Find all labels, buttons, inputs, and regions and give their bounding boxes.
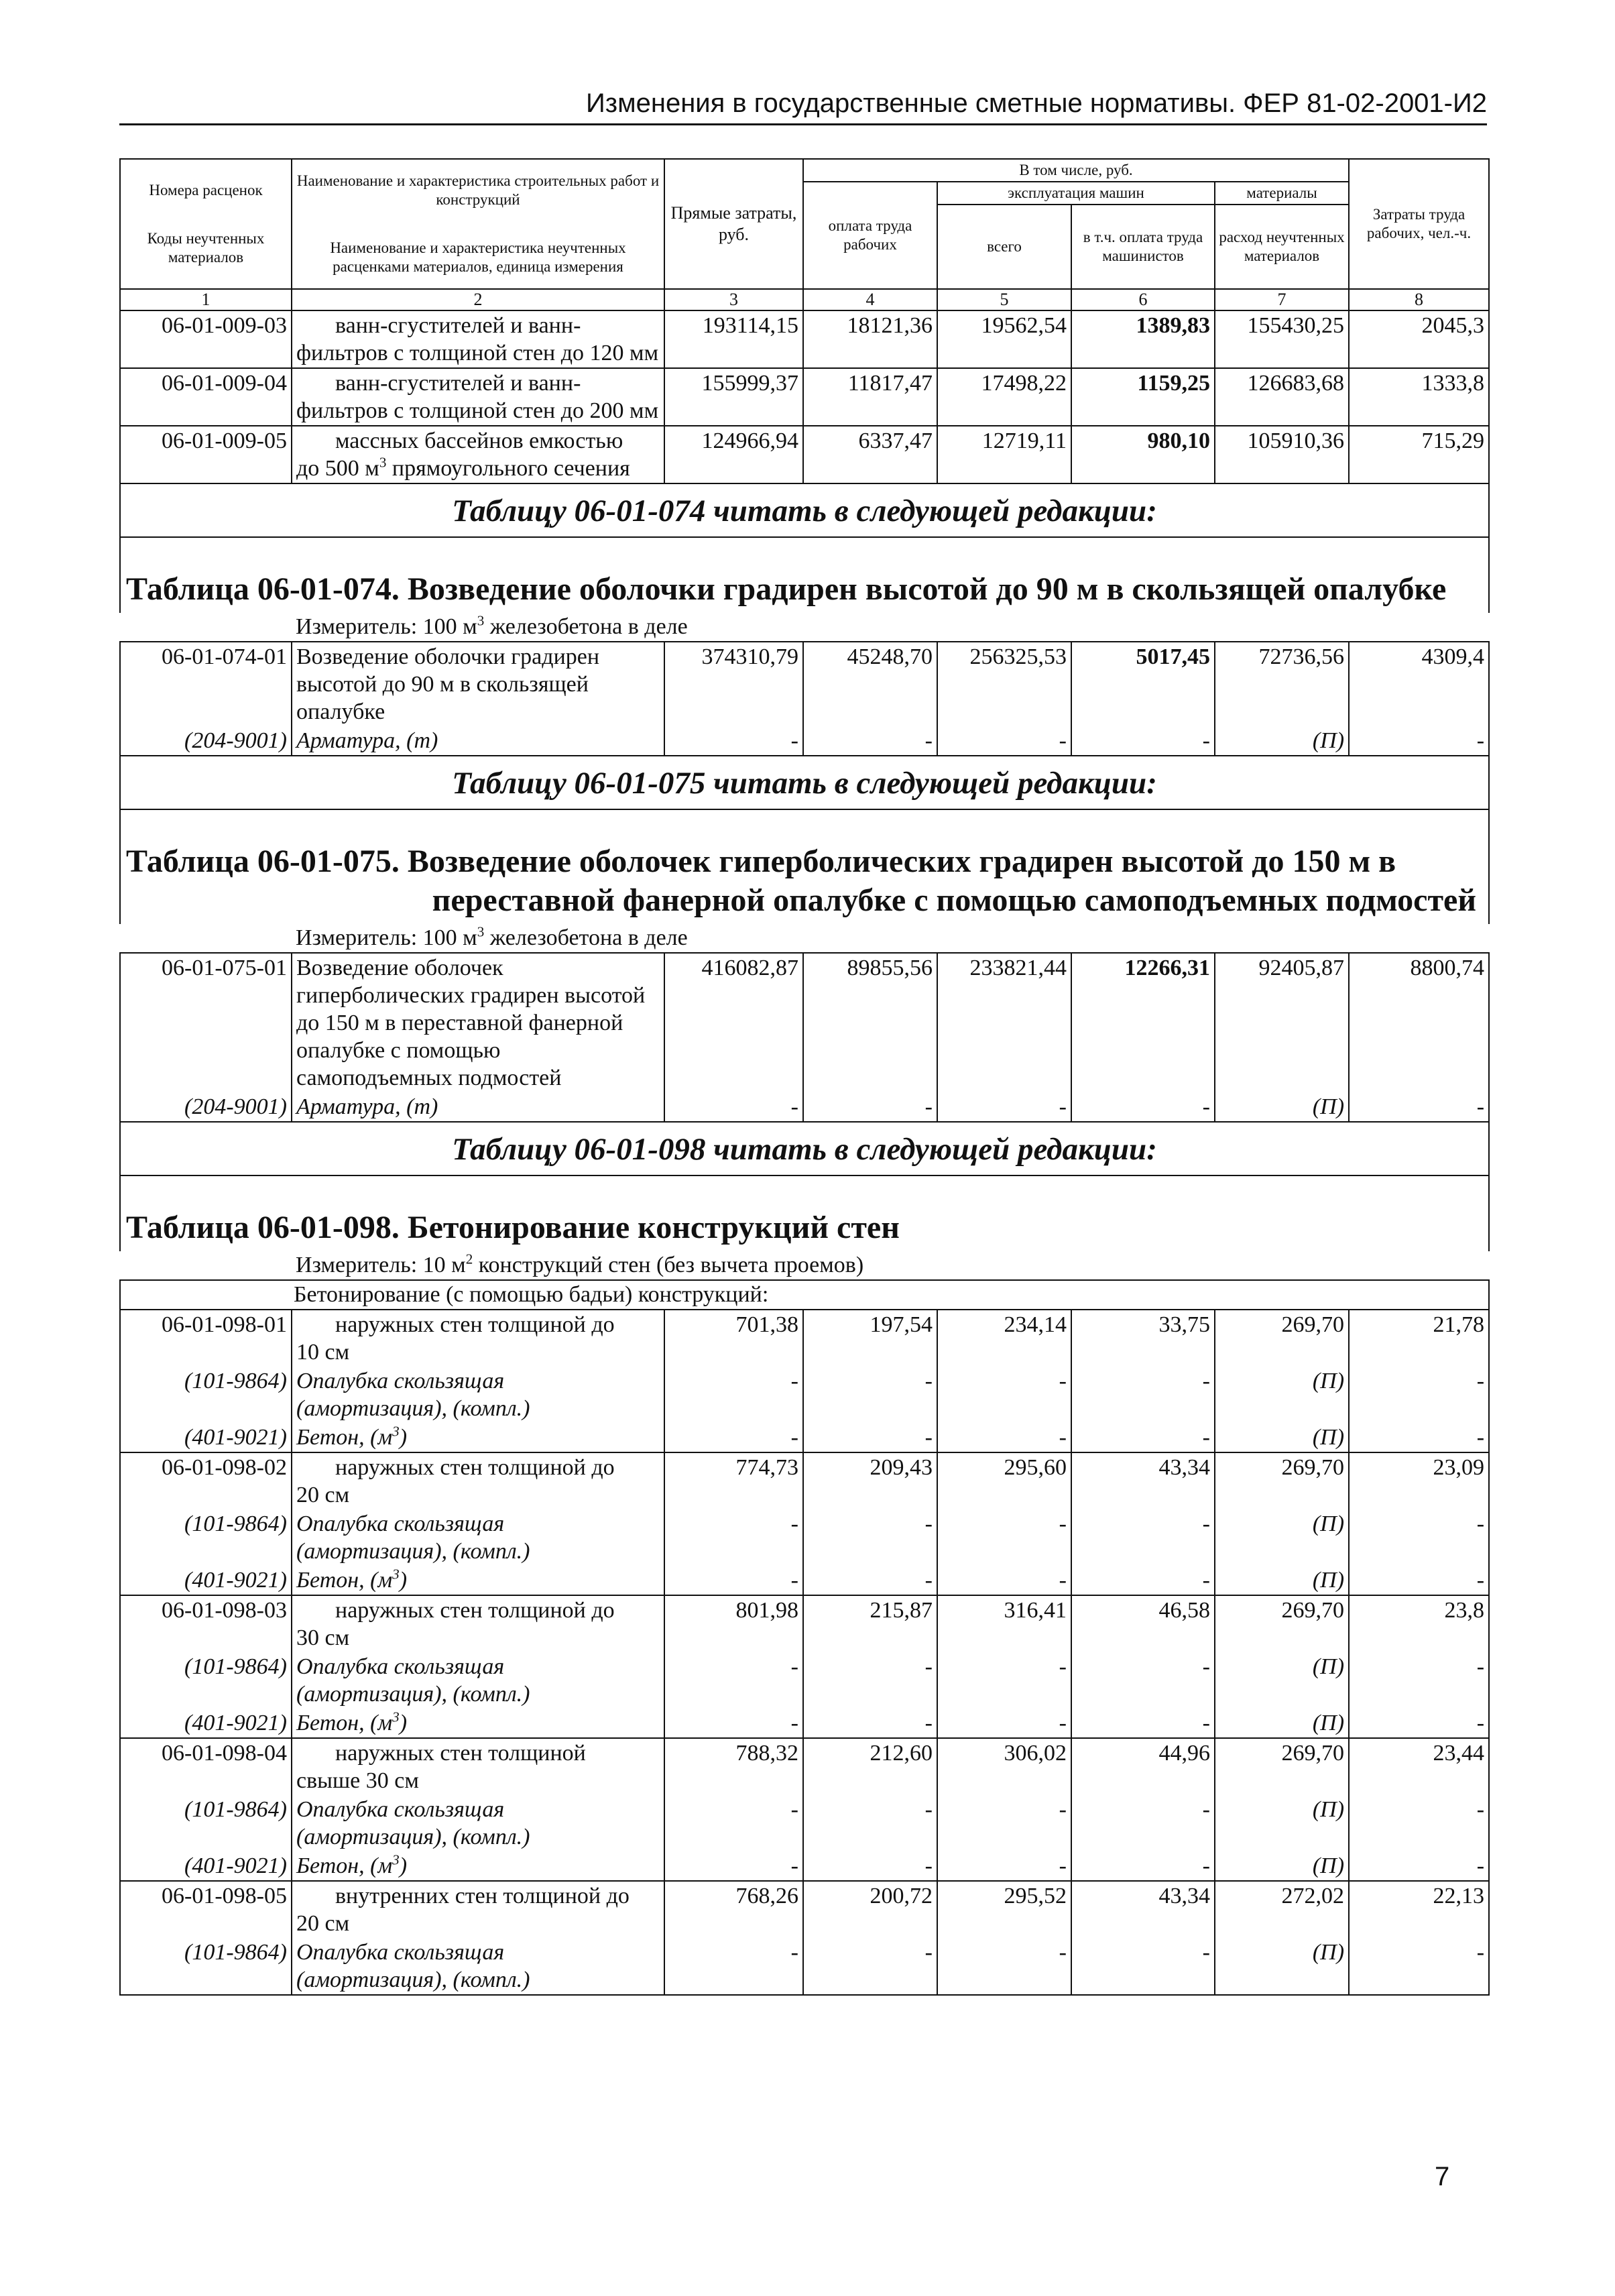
cell-dash: -	[803, 1092, 937, 1122]
cell-p: (П)	[1215, 1423, 1349, 1452]
material-code: (101-9864)	[120, 1367, 292, 1423]
material-row	[120, 1566, 1489, 1595]
materials: 72736,56	[1215, 642, 1349, 726]
machines-total: 12719,11	[937, 426, 1071, 483]
cell-dash: -	[1071, 1092, 1215, 1122]
rate-code: 06-01-009-05	[120, 426, 292, 483]
rate-code: 06-01-098-03	[120, 1595, 292, 1652]
cell-dash: -	[937, 1851, 1071, 1881]
machinists-pay: 12266,31	[1071, 953, 1215, 1092]
rate-code: 06-01-075-01	[120, 953, 292, 1092]
cell-dash: -	[937, 1092, 1071, 1122]
labor-pay: 45248,70	[803, 642, 937, 726]
labor-pay: 89855,56	[803, 953, 937, 1092]
table-row	[120, 1452, 1489, 1509]
machines-total: 306,02	[937, 1738, 1071, 1795]
labor-hours: 4309,4	[1349, 642, 1489, 726]
labor-hours: 23,44	[1349, 1738, 1489, 1795]
cell-p: (П)	[1215, 1938, 1349, 1995]
table-row	[120, 1881, 1489, 1938]
labor-hours: 23,8	[1349, 1595, 1489, 1652]
materials: 272,02	[1215, 1881, 1349, 1938]
material-code: (101-9864)	[120, 1509, 292, 1566]
cell-dash: -	[1071, 1566, 1215, 1595]
cell-p: (П)	[1215, 1367, 1349, 1423]
material-row	[120, 1367, 1489, 1423]
rate-name: ванн-сгустителей и ванн- фильтров с толщиной стен до 120 мм	[292, 310, 664, 368]
cell-dash: -	[1071, 1851, 1215, 1881]
cell-dash: -	[803, 726, 937, 756]
cell-dash: -	[803, 1938, 937, 1995]
rate-name: наружных стен толщиной свыше 30 см	[292, 1738, 664, 1795]
page-header: Изменения в государственные сметные нормативы. ФЕР 81-02-2001-И2	[119, 86, 1487, 125]
labor-hours: 1333,8	[1349, 368, 1489, 426]
cell-dash: -	[1349, 1509, 1489, 1566]
table-title: Таблица 06-01-098. Бетонирование конструкций стен	[120, 1175, 1489, 1251]
cell-dash: -	[664, 1795, 803, 1851]
rate-name: наружных стен толщиной до 30 см	[292, 1595, 664, 1652]
material-row	[120, 1709, 1489, 1738]
cell-dash: -	[1349, 1709, 1489, 1738]
cell-dash: -	[664, 1652, 803, 1709]
cell-dash: -	[1071, 1367, 1215, 1423]
table-row	[120, 1738, 1489, 1795]
machinists-pay: 1159,25	[1071, 368, 1215, 426]
materials: 105910,36	[1215, 426, 1349, 483]
measure-unit: Измеритель: 10 $м^2$ конструкций стен (без вычета проемов)	[120, 1251, 1489, 1280]
cell-p: (П)	[1215, 1795, 1349, 1851]
materials: 126683,68	[1215, 368, 1349, 426]
labor-pay: 18121,36	[803, 310, 937, 368]
material-name: Бетон, $(м^3)$	[292, 1423, 664, 1452]
material-name: Бетон, $(м^3)$	[292, 1566, 664, 1595]
cell-dash: -	[664, 1938, 803, 1995]
cell-dash: -	[937, 1795, 1071, 1851]
rate-name: Возведение оболочек гиперболических градирен высотой до 150 м в переставной фанерной опалубке с помощью самоподъемных подмостей	[292, 953, 664, 1092]
machines-total: 234,14	[937, 1310, 1071, 1367]
materials: 269,70	[1215, 1738, 1349, 1795]
direct-cost: 193114,15	[664, 310, 803, 368]
cell-dash: -	[664, 1367, 803, 1423]
labor-pay: 6337,47	[803, 426, 937, 483]
material-code: (204-9001)	[120, 1092, 292, 1122]
cell-p: (П)	[1215, 1509, 1349, 1566]
labor-pay: 11817,47	[803, 368, 937, 426]
material-name: Бетон, $(м^3)$	[292, 1851, 664, 1881]
labor-pay: 197,54	[803, 1310, 937, 1367]
material-name: Опалубка скользящая (амортизация), (компл.)	[292, 1938, 664, 1995]
col-head-6: в т.ч. оплата труда машинистов	[1071, 205, 1215, 289]
cell-dash: -	[1349, 1423, 1489, 1452]
col-num: 4	[803, 289, 937, 310]
col-head-8: Затраты труда рабочих, чел.-ч.	[1349, 159, 1489, 289]
cell-dash: -	[1071, 1938, 1215, 1995]
cell-dash: -	[1071, 726, 1215, 756]
material-code: (204-9001)	[120, 726, 292, 756]
material-name: Опалубка скользящая (амортизация), (компл.)	[292, 1367, 664, 1423]
direct-cost: 801,98	[664, 1595, 803, 1652]
direct-cost: 774,73	[664, 1452, 803, 1509]
labor-pay: 200,72	[803, 1881, 937, 1938]
cell-dash: -	[937, 726, 1071, 756]
machines-total: 295,60	[937, 1452, 1071, 1509]
cell-dash: -	[664, 1851, 803, 1881]
rate-name: внутренних стен толщиной до 20 см	[292, 1881, 664, 1938]
cell-p: (П)	[1215, 726, 1349, 756]
machinists-pay: 44,96	[1071, 1738, 1215, 1795]
table-row	[120, 953, 1489, 1092]
col-num: 8	[1349, 289, 1489, 310]
material-row	[120, 1795, 1489, 1851]
cell-dash: -	[1071, 1509, 1215, 1566]
rate-code: 06-01-009-04	[120, 368, 292, 426]
machines-total: 256325,53	[937, 642, 1071, 726]
col-head-incl: В том числе, руб.	[803, 159, 1349, 182]
cell-dash: -	[664, 1709, 803, 1738]
section-subhead: Бетонирование (с помощью бадьи) конструкций:	[120, 1280, 1489, 1310]
rate-code: 06-01-074-01	[120, 642, 292, 726]
cell-dash: -	[937, 1709, 1071, 1738]
col-head-5: всего	[937, 205, 1071, 289]
rate-name: наружных стен толщиной до 10 см	[292, 1310, 664, 1367]
cell-dash: -	[664, 1092, 803, 1122]
rate-code: 06-01-098-02	[120, 1452, 292, 1509]
materials: 269,70	[1215, 1595, 1349, 1652]
machinists-pay: 46,58	[1071, 1595, 1215, 1652]
machinists-pay: 43,34	[1071, 1452, 1215, 1509]
col-head-4: оплата труда рабочих	[803, 182, 937, 289]
material-name: Арматура, (т)	[292, 726, 664, 756]
table-row	[120, 426, 1489, 483]
machines-total: 295,52	[937, 1881, 1071, 1938]
cell-dash: -	[803, 1367, 937, 1423]
cell-dash: -	[1349, 1566, 1489, 1595]
cell-dash: -	[937, 1938, 1071, 1995]
cell-dash: -	[1071, 1423, 1215, 1452]
labor-hours: 22,13	[1349, 1881, 1489, 1938]
page-number: 7	[1435, 2162, 1450, 2191]
cell-dash: -	[803, 1709, 937, 1738]
cell-dash: -	[937, 1566, 1071, 1595]
cell-dash: -	[937, 1423, 1071, 1452]
measure-unit: Измеритель: 100 $м^3$ железобетона в деле	[120, 613, 1489, 642]
cell-dash: -	[664, 1509, 803, 1566]
material-row	[120, 1423, 1489, 1452]
direct-cost: 416082,87	[664, 953, 803, 1092]
material-name: Опалубка скользящая (амортизация), (компл.)	[292, 1795, 664, 1851]
cell-dash: -	[1349, 1652, 1489, 1709]
labor-pay: 215,87	[803, 1595, 937, 1652]
labor-pay: 212,60	[803, 1738, 937, 1795]
cell-dash: -	[803, 1851, 937, 1881]
machines-total: 19562,54	[937, 310, 1071, 368]
labor-hours: 2045,3	[1349, 310, 1489, 368]
machines-total: 17498,22	[937, 368, 1071, 426]
revision-notice: Таблицу 06-01-074 читать в следующей редакции:	[120, 483, 1489, 537]
machinists-pay: 1389,83	[1071, 310, 1215, 368]
direct-cost: 768,26	[664, 1881, 803, 1938]
col-num: 1	[120, 289, 292, 310]
rate-name: ванн-сгустителей и ванн- фильтров с толщиной стен до 200 мм	[292, 368, 664, 426]
cell-dash: -	[664, 1423, 803, 1452]
table-098-body	[120, 1310, 1489, 1995]
cell-dash: -	[803, 1423, 937, 1452]
cell-p: (П)	[1215, 1652, 1349, 1709]
direct-cost: 788,32	[664, 1738, 803, 1795]
direct-cost: 701,38	[664, 1310, 803, 1367]
cell-dash: -	[664, 1566, 803, 1595]
cell-dash: -	[803, 1795, 937, 1851]
cell-p: (П)	[1215, 1709, 1349, 1738]
table-row	[120, 642, 1489, 726]
table-row	[120, 1310, 1489, 1367]
material-code: (101-9864)	[120, 1938, 292, 1995]
material-name: Арматура, (т)	[292, 1092, 664, 1122]
col-num: 6	[1071, 289, 1215, 310]
materials: 92405,87	[1215, 953, 1349, 1092]
material-code: (401-9021)	[120, 1709, 292, 1738]
cell-dash: -	[937, 1652, 1071, 1709]
material-code: (401-9021)	[120, 1851, 292, 1881]
labor-hours: 715,29	[1349, 426, 1489, 483]
material-row	[120, 1851, 1489, 1881]
cell-p: (П)	[1215, 1851, 1349, 1881]
rate-code: 06-01-098-04	[120, 1738, 292, 1795]
direct-cost: 374310,79	[664, 642, 803, 726]
table-row	[120, 368, 1489, 426]
labor-hours: 23,09	[1349, 1452, 1489, 1509]
machinists-pay: 5017,45	[1071, 642, 1215, 726]
machines-total: 316,41	[937, 1595, 1071, 1652]
price-table	[119, 158, 1490, 1996]
rate-code: 06-01-098-01	[120, 1310, 292, 1367]
cell-dash: -	[664, 726, 803, 756]
revision-notice: Таблицу 06-01-098 читать в следующей редакции:	[120, 1122, 1489, 1175]
rate-code: 06-01-009-03	[120, 310, 292, 368]
material-row	[120, 1509, 1489, 1566]
material-code: (401-9021)	[120, 1566, 292, 1595]
col-head-materials: материалы	[1215, 182, 1349, 205]
table-title: Таблица 06-01-074. Возведение оболочки градирен высотой до 90 м в скользящей опалубке	[120, 537, 1489, 613]
material-code: (101-9864)	[120, 1795, 292, 1851]
cell-dash: -	[1071, 1652, 1215, 1709]
table-header	[120, 159, 1489, 310]
cell-dash: -	[1071, 1709, 1215, 1738]
cell-dash: -	[1349, 1092, 1489, 1122]
cell-dash: -	[1349, 1795, 1489, 1851]
direct-cost: 124966,94	[664, 426, 803, 483]
material-row	[120, 1938, 1489, 1995]
rate-name: массных бассейнов емкостью до 500 $м^3$ прямоугольного сечения	[292, 426, 664, 483]
table-row	[120, 310, 1489, 368]
machines-total: 233821,44	[937, 953, 1071, 1092]
cell-p: (П)	[1215, 1092, 1349, 1122]
labor-hours: 8800,74	[1349, 953, 1489, 1092]
direct-cost: 155999,37	[664, 368, 803, 426]
col-num: 2	[292, 289, 664, 310]
cell-dash: -	[803, 1566, 937, 1595]
col-head-7: расход неучтенных материалов	[1215, 205, 1349, 289]
material-code: (101-9864)	[120, 1652, 292, 1709]
col-head-3: Прямые затраты, руб.	[664, 159, 803, 289]
revision-notice: Таблицу 06-01-075 читать в следующей редакции:	[120, 756, 1489, 809]
rate-code: 06-01-098-05	[120, 1881, 292, 1938]
cell-dash: -	[937, 1509, 1071, 1566]
material-row	[120, 726, 1489, 756]
table-row	[120, 1595, 1489, 1652]
col-head-machines: эксплуатация машин	[937, 182, 1215, 205]
materials: 269,70	[1215, 1452, 1349, 1509]
material-name: Опалубка скользящая (амортизация), (компл.)	[292, 1509, 664, 1566]
col-num: 3	[664, 289, 803, 310]
col-head-1: Номера расценок Коды неучтенных материалов	[120, 159, 292, 289]
material-row	[120, 1092, 1489, 1122]
labor-hours: 21,78	[1349, 1310, 1489, 1367]
measure-unit: Измеритель: 100 $м^3$ железобетона в деле	[120, 924, 1489, 953]
materials: 155430,25	[1215, 310, 1349, 368]
machinists-pay: 43,34	[1071, 1881, 1215, 1938]
table-title: Таблица 06-01-075. Возведение оболочек гиперболических градирен высотой до 150 м в переставной фанерной опалубке с помощью самоподъемных подмостей	[120, 809, 1489, 924]
cell-dash: -	[1349, 1938, 1489, 1995]
col-head-2: Наименование и характеристика строительных работ и конструкций Наименование и характеристика неучтенных расценками материалов, единица измерения	[292, 159, 664, 289]
col-num: 7	[1215, 289, 1349, 310]
cell-dash: -	[803, 1509, 937, 1566]
cell-dash: -	[1349, 1367, 1489, 1423]
rate-name: наружных стен толщиной до 20 см	[292, 1452, 664, 1509]
cell-dash: -	[937, 1367, 1071, 1423]
labor-pay: 209,43	[803, 1452, 937, 1509]
material-name: Опалубка скользящая (амортизация), (компл.)	[292, 1652, 664, 1709]
cell-dash: -	[1071, 1795, 1215, 1851]
cell-dash: -	[803, 1652, 937, 1709]
col-num: 5	[937, 289, 1071, 310]
machinists-pay: 33,75	[1071, 1310, 1215, 1367]
cell-p: (П)	[1215, 1566, 1349, 1595]
cell-dash: -	[1349, 726, 1489, 756]
material-code: (401-9021)	[120, 1423, 292, 1452]
materials: 269,70	[1215, 1310, 1349, 1367]
material-row	[120, 1652, 1489, 1709]
cell-dash: -	[1349, 1851, 1489, 1881]
rate-name: Возведение оболочки градирен высотой до 90 м в скользящей опалубке	[292, 642, 664, 726]
machinists-pay: 980,10	[1071, 426, 1215, 483]
material-name: Бетон, $(м^3)$	[292, 1709, 664, 1738]
